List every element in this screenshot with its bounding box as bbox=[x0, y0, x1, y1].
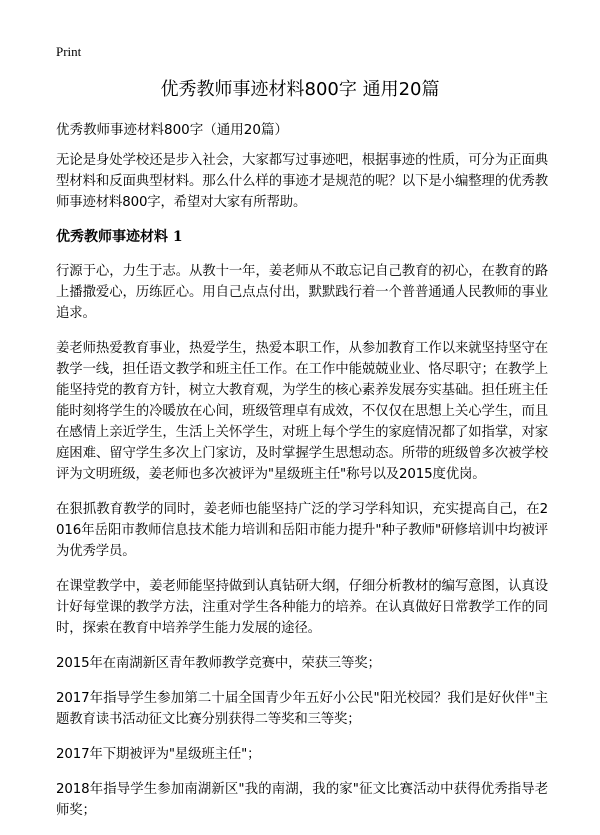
award-item: 2015年在南湖新区青年教师教学竞赛中，荣获三等奖； bbox=[56, 656, 381, 671]
body-paragraph: 在课堂教学中，姜老师能坚持做到认真钻研大纲，仔细分析教材的编写意图，认真设计好每堂课的教学方法，注重对学生各种能力的培养。在认真做好日常教学工作的同时，探索在教育中培养学生能力发展的途径。 bbox=[56, 579, 548, 636]
award-item: 2018年指导学生参加南湖新区"我的南湖，我的家"征文比赛活动中获得优秀指导老师奖； bbox=[56, 782, 548, 818]
award-item: 2017年指导学生参加第二十届全国青少年五好小公民"阳光校园？我们是好伙伴"主题教育读书活动征文比赛分别获得二等奖和三等奖； bbox=[56, 691, 548, 727]
section-heading: 优秀教师事迹材料 1 bbox=[56, 229, 183, 245]
body-paragraph: 行源于心，力生于志。从教十一年，姜老师从不敢忘记自己教育的初心，在教育的路上播撒爱心，历练匠心。用自己点点付出，默默践行着一个普普通通人民教师的事业追求。 bbox=[56, 264, 548, 321]
document-subtitle: 优秀教师事迹材料800字（通用20篇） bbox=[56, 122, 288, 138]
body-paragraph: 在狠抓教育教学的同时，姜老师也能坚持广泛的学习学科知识，充实提高自己，在2016年岳阳市教师信息技术能力培训和岳阳市能力提升"种子教师"研修培训中均被评为优秀学员。 bbox=[56, 502, 548, 559]
print-link[interactable]: Print bbox=[56, 44, 82, 59]
document-body bbox=[56, 150, 548, 835]
intro-paragraph: 无论是身处学校还是步入社会，大家都写过事迹吧，根据事迹的性质，可分为正面典型材料和反面典型材料。那么什么样的事迹才是规范的呢？以下是小编整理的优秀教师事迹材料800字，希望对大家有所帮助。 bbox=[56, 153, 548, 210]
award-item: 2017年下期被评为"星级班主任"； bbox=[56, 747, 261, 762]
body-paragraph: 姜老师热爱教育事业，热爱学生，热爱本职工作，从参加教育工作以来就坚持坚守在教学一线，担任语文教学和班主任工作。在工作中能兢兢业业、恪尽职守；在教学上能坚持党的教育方针，树立大教育观，为学生的核心素养发展夯实基础。担任班主任能时刻将学生的冷暖放在心间，班级管理卓有成效，不仅仅在思想上关心学生，而且在感情上亲近学生，生活上关怀学生，对班上每个学生的家庭情况都了如指掌，对家庭困难、留守学生多次上门家访，及时掌握学生思想动态。所带的班级曾多次被学校评为文明班级，姜老师也多次被评为"星级班主任"称号以及2015度优岗。 bbox=[56, 341, 548, 482]
page-title: 优秀教师事迹材料800字 通用20篇 bbox=[160, 79, 440, 100]
